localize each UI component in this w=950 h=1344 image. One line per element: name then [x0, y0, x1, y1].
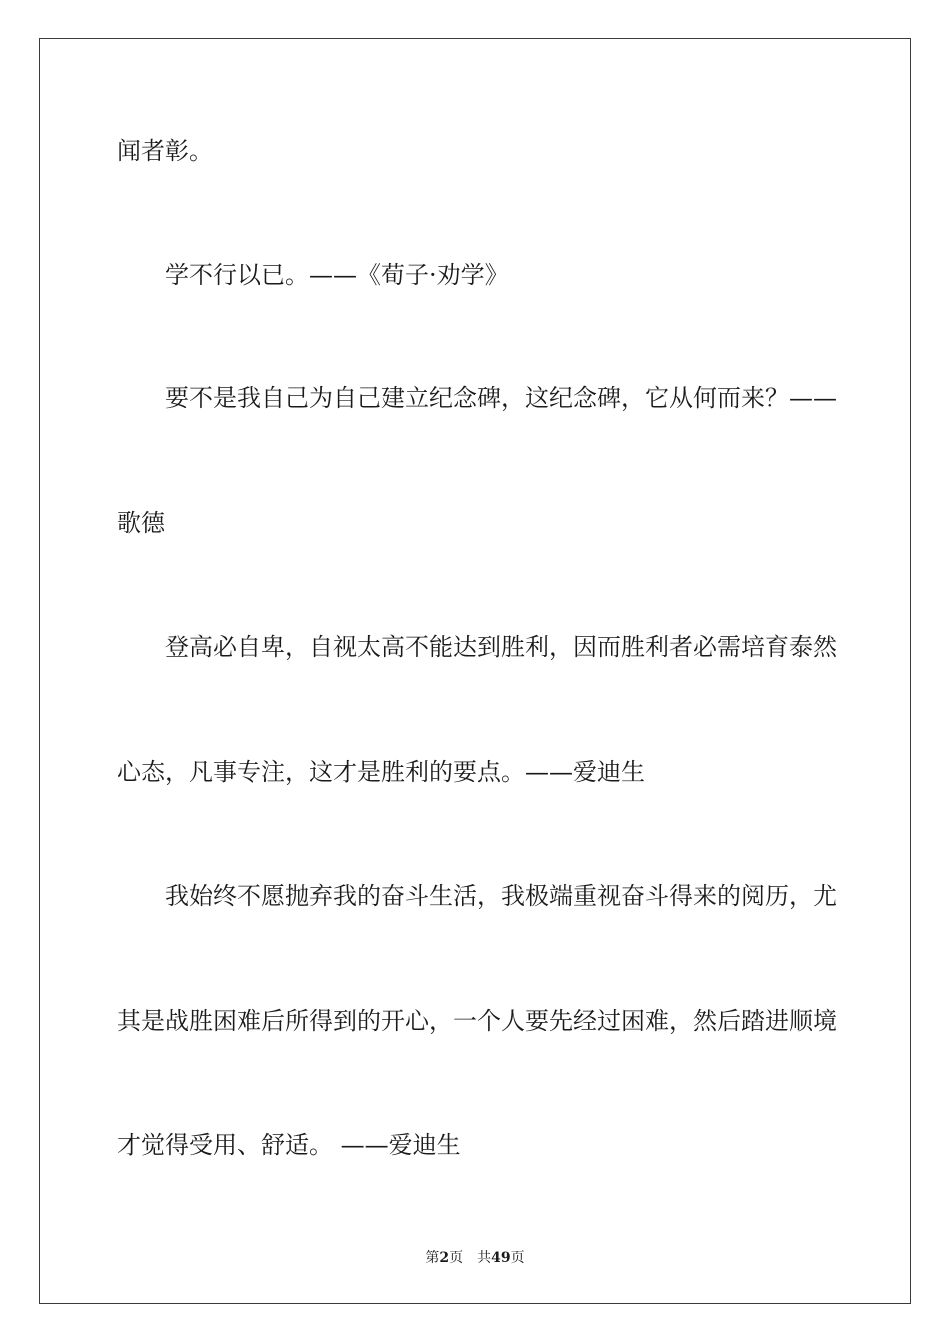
text-line-4: 歌德	[117, 509, 165, 537]
text-line-8: 其是战胜困难后所得到的开心，一个人要先经过困难，然后踏进顺境	[117, 1007, 837, 1035]
page-border	[39, 38, 911, 1304]
text-line-2: 学不行以已。——《荀子·劝学》	[165, 261, 509, 289]
text-line-9: 才觉得受用、舒适。 ——爱迪生	[117, 1131, 461, 1159]
text-line-5: 登高必自卑，自视太高不能达到胜利，因而胜利者必需培育泰然	[165, 633, 837, 661]
text-line-1: 闻者彰。	[117, 137, 213, 165]
total-pages: 49	[491, 1250, 511, 1266]
total-prefix: 共	[477, 1250, 492, 1266]
text-line-7: 我始终不愿抛弃我的奋斗生活，我极端重视奋斗得来的阅历，尤	[165, 882, 837, 910]
page-suffix: 页	[449, 1250, 464, 1266]
page-number: 2	[439, 1250, 450, 1266]
page-footer	[0, 1249, 950, 1267]
text-line-3: 要不是我自己为自己建立纪念碑，这纪念碑，它从何而来？——	[165, 384, 837, 412]
total-suffix: 页	[510, 1250, 525, 1266]
text-line-6: 心态，凡事专注，这才是胜利的要点。——爱迪生	[117, 758, 645, 786]
page-prefix: 第	[425, 1250, 440, 1266]
